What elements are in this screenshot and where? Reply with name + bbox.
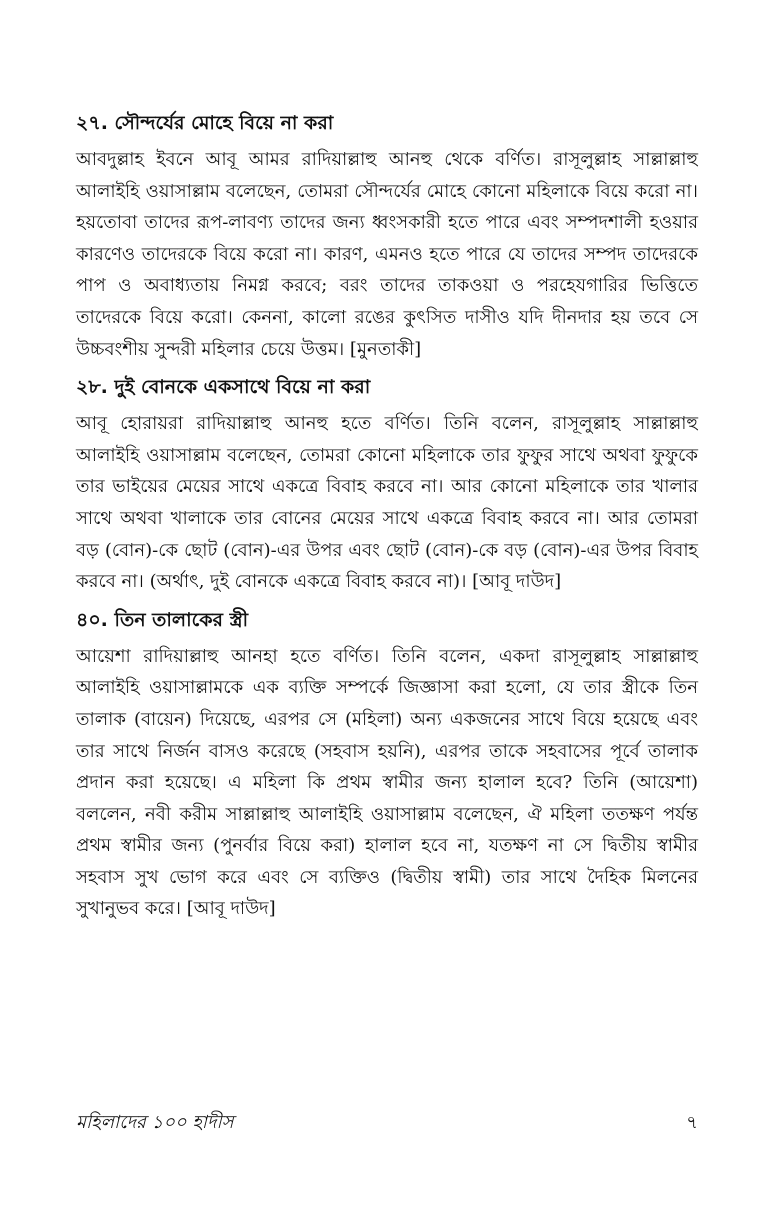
section-heading: ২৮. দুই বোনকে একসাথে বিয়ে না করা bbox=[76, 376, 371, 399]
section-heading: ৪০. তিন তালাকের স্ত্রী bbox=[76, 608, 249, 631]
section-text: আবদুল্লাহ ইবনে আবূ আমর রাদিয়াল্লাহু আনহু থেকে বর্ণিত। রাসূলুল্লাহ সাল্লাল্লাহু আলাইহি ওয়াসাল্লাম বলেছেন, তোমরা সৌন্দর্যের মোহে কোনো মহিলাকে বিয়ে করো না। হয়তোবা তাদের রূপ-লাবণ্য তাদের জন্য ধ্বংসকারী হতে পারে এবং সম্পদশালী হওয়ার কারণেও তাদেরকে বিয়ে করো না। কারণ, এমনও হতে পারে যে তাদের সম্পদ তাদেরকে পাপ ও অবাধ্যতায় নিমগ্ন করবে; বরং তাদের তাকওয়া ও পরহেযগারির ভিত্তিতে তাদেরকে বিয়ে করো। কেননা, কালো রঙের কুৎসিত দাসীও যদি দীনদার হয় তবে সে উচ্চবংশীয় সুন্দরী মহিলার চেয়ে উত্তম। [মুনতাকী] bbox=[76, 149, 698, 360]
page-footer bbox=[76, 1108, 698, 1138]
section-27 bbox=[76, 108, 698, 365]
section-28 bbox=[76, 372, 698, 598]
page-number: ৭ bbox=[686, 1112, 698, 1133]
section-40 bbox=[76, 605, 698, 925]
page-content bbox=[76, 108, 698, 932]
section-text: আবূ হোরায়রা রাদিয়াল্লাহু আনহু হতে বর্ণিত। তিনি বলেন, রাসূলুল্লাহ সাল্লাল্লাহু আলাইহি ওয়াসাল্লাম বলেছেন, তোমরা কোনো মহিলাকে তার ফুফুর সাথে অথবা ফুফুকে তার ভাইয়ের মেয়ের সাথে একত্রে বিবাহ করবে না। আর কোনো মহিলাকে তার খালার সাথে অথবা খালাকে তার বোনের মেয়ের সাথে একত্রে বিবাহ করবে না। আর তোমরা বড় (বোন)-কে ছোট (বোন)-এর উপর এবং ছোট (বোন)-কে বড় (বোন)-এর উপর বিবাহ করবে না। (অর্থাৎ, দুই বোনকে একত্রে বিবাহ করবে না)। [আবূ দাউদ] bbox=[76, 413, 698, 593]
section-heading: ২৭. সৌন্দর্যের মোহে বিয়ে না করা bbox=[76, 112, 334, 134]
section-text: আয়েশা রাদিয়াল্লাহু আনহা হতে বর্ণিত। তিনি বলেন, একদা রাসূলুল্লাহ সাল্লাল্লাহু আলাইহি ওয়াসাল্লামকে এক ব্যক্তি সম্পর্কে জিজ্ঞাসা করা হলো, যে তার স্ত্রীকে তিন তালাক (বায়েন) দিয়েছে, এরপর সে (মহিলা) অন্য একজনের সাথে বিয়ে হয়েছে এবং তার সাথে নির্জন বাসও করেছে (সহবাস হয়নি), এরপর তাকে সহবাসের পূর্বে তালাক প্রদান করা হয়েছে। এ মহিলা কি প্রথম স্বামীর জন্য হালাল হবে? তিনি (আয়েশা) বললেন, নবী করীম সাল্লাল্লাহু আলাইহি ওয়াসাল্লাম বলেছেন, ঐ মহিলা ততক্ষণ পর্যন্ত প্রথম স্বামীর জন্য (পুনর্বার বিয়ে করা) হালাল হবে না, যতক্ষণ না সে দ্বিতীয় স্বামীর সহবাস সুখ ভোগ করে এবং সে ব্যক্তিও (দ্বিতীয় স্বামী) তার সাথে দৈহিক মিলনের সুখানুভব করে। [আবূ দাউদ] bbox=[76, 645, 698, 920]
book-title: মহিলাদের ১০০ হাদীস bbox=[76, 1112, 234, 1133]
